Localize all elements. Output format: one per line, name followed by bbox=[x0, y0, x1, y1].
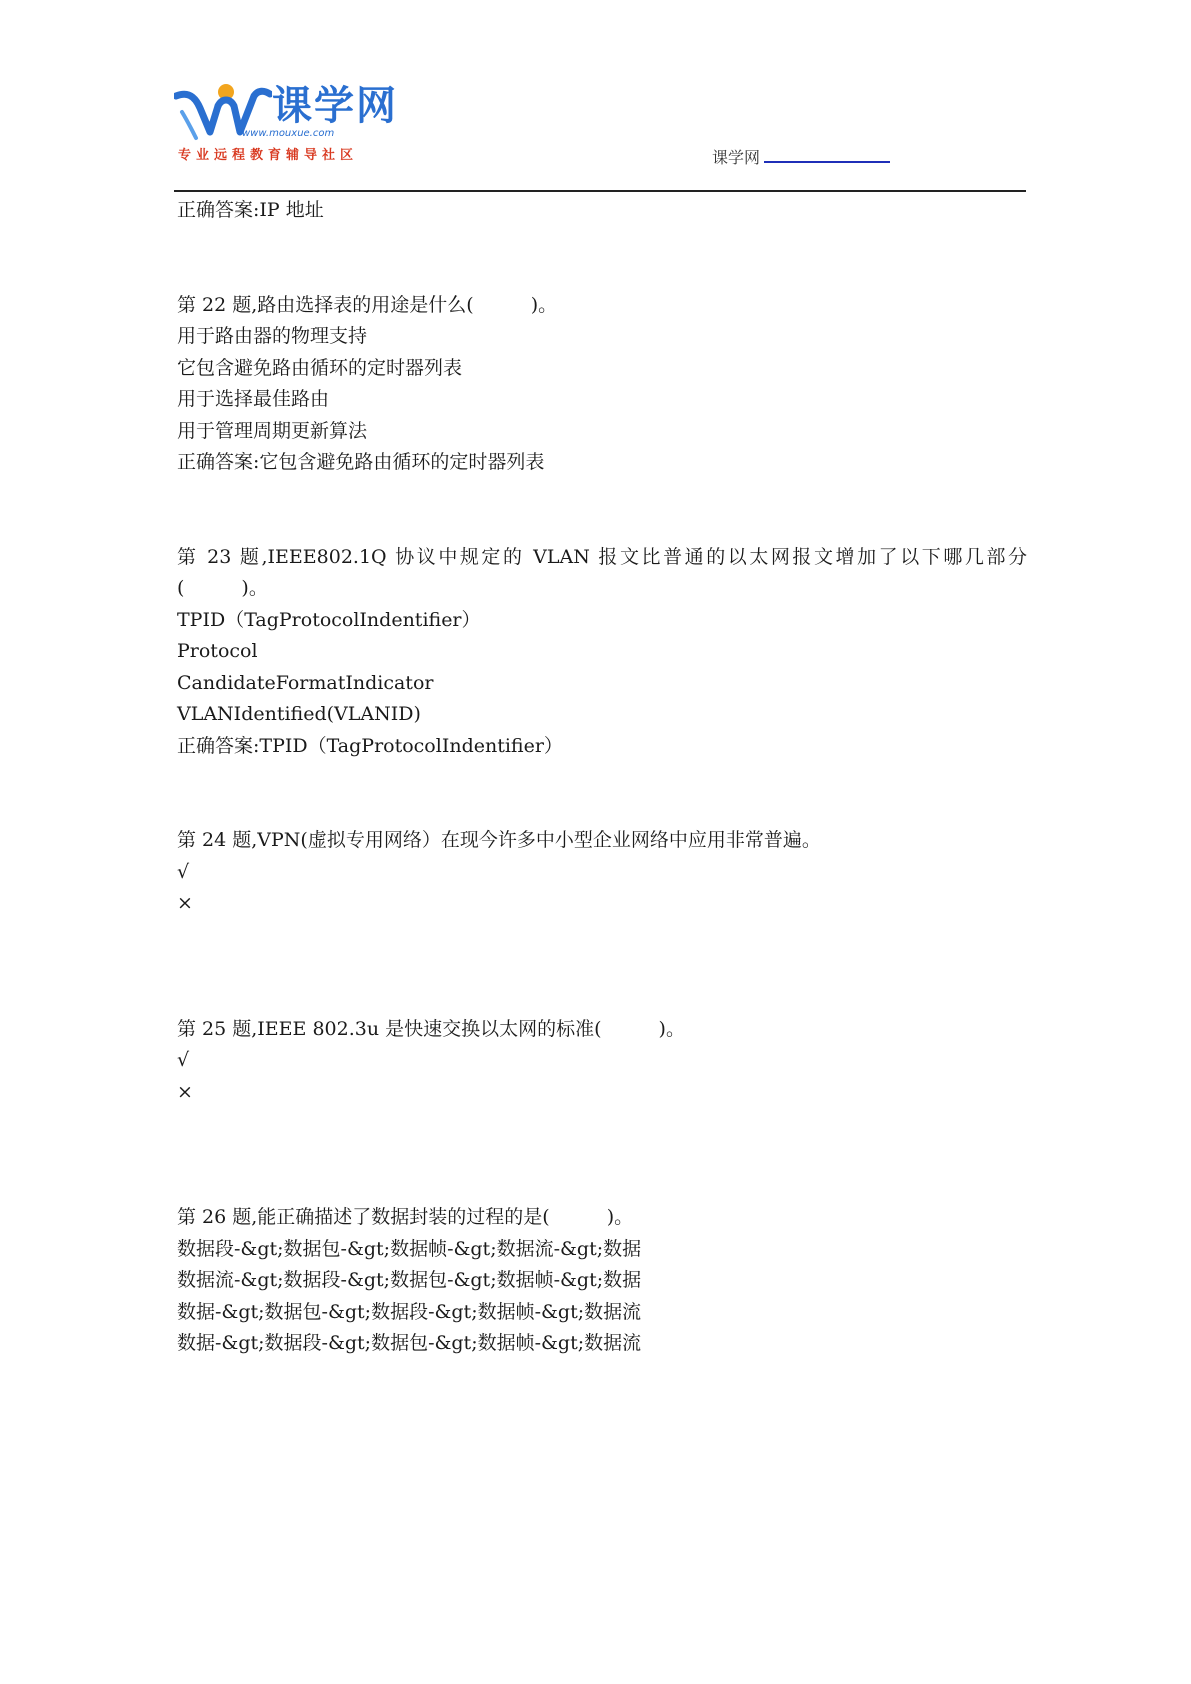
question-answer: 正确答案:它包含避免路由循环的定时器列表 bbox=[177, 451, 545, 473]
spacer bbox=[177, 762, 1027, 825]
question-title: 第 26 题,能正确描述了数据封装的过程的是( )。 bbox=[177, 1206, 634, 1228]
option-a: 数据段-&gt;数据包-&gt;数据帧-&gt;数据流-&gt;数据 bbox=[177, 1237, 642, 1260]
question-22 bbox=[177, 290, 1027, 479]
question-title: 第 25 题,IEEE 802.3u 是快速交换以太网的标准( )。 bbox=[177, 1017, 685, 1040]
question-answer: 正确答案:TPID（TagProtocolIndentifier） bbox=[177, 734, 563, 757]
spacer bbox=[177, 479, 1027, 542]
question-26 bbox=[177, 1202, 1027, 1360]
page-header bbox=[0, 0, 1191, 192]
option-true: √ bbox=[177, 860, 190, 883]
option-c: CandidateFormatIndicator bbox=[177, 671, 434, 694]
question-title: 第 23 题,IEEE802.1Q 协议中规定的 VLAN 报文比普通的以太网报文增加了以下哪几部分( )。 bbox=[177, 545, 1027, 599]
option-b: 数据流-&gt;数据段-&gt;数据包-&gt;数据帧-&gt;数据 bbox=[177, 1269, 642, 1291]
logo-url: www.mouxue.com bbox=[242, 128, 335, 139]
option-b: 它包含避免路由循环的定时器列表 bbox=[177, 356, 463, 379]
logo-name: 课学网 bbox=[272, 83, 398, 129]
option-true: √ bbox=[177, 1049, 190, 1071]
spacer bbox=[177, 920, 1027, 1014]
question-25 bbox=[177, 1014, 1027, 1109]
option-d: 用于管理周期更新算法 bbox=[177, 419, 368, 442]
document-body bbox=[177, 195, 1027, 1360]
question-title: 第 24 题,VPN(虚拟专用网络）在现今许多中小型企业网络中应用非常普遍。 bbox=[177, 829, 821, 851]
question-title: 第 22 题,路由选择表的用途是什么( )。 bbox=[177, 293, 558, 316]
header-site-name: 课学网 bbox=[712, 148, 761, 167]
spacer bbox=[177, 1108, 1027, 1202]
option-false: × bbox=[177, 892, 193, 914]
prev-answer: 正确答案:IP 地址 bbox=[177, 199, 324, 221]
option-false: × bbox=[177, 1080, 193, 1103]
option-c: 数据-&gt;数据包-&gt;数据段-&gt;数据帧-&gt;数据流 bbox=[177, 1300, 642, 1323]
question-24 bbox=[177, 825, 1027, 920]
option-d: VLANIdentified(VLANID) bbox=[177, 703, 421, 725]
option-a: TPID（TagProtocolIndentifier） bbox=[177, 608, 481, 631]
option-c: 用于选择最佳路由 bbox=[177, 388, 330, 410]
question-23 bbox=[177, 542, 1027, 763]
spacer bbox=[177, 227, 1027, 290]
option-b: Protocol bbox=[177, 640, 258, 662]
option-a: 用于路由器的物理支持 bbox=[177, 325, 368, 347]
header-site-label bbox=[712, 147, 890, 168]
logo-slogan: 专业远程教育辅导社区 bbox=[178, 148, 359, 163]
header-blank-line bbox=[764, 147, 890, 163]
header-divider bbox=[174, 190, 1026, 192]
site-logo bbox=[174, 82, 410, 168]
option-d: 数据-&gt;数据段-&gt;数据包-&gt;数据帧-&gt;数据流 bbox=[177, 1332, 642, 1354]
